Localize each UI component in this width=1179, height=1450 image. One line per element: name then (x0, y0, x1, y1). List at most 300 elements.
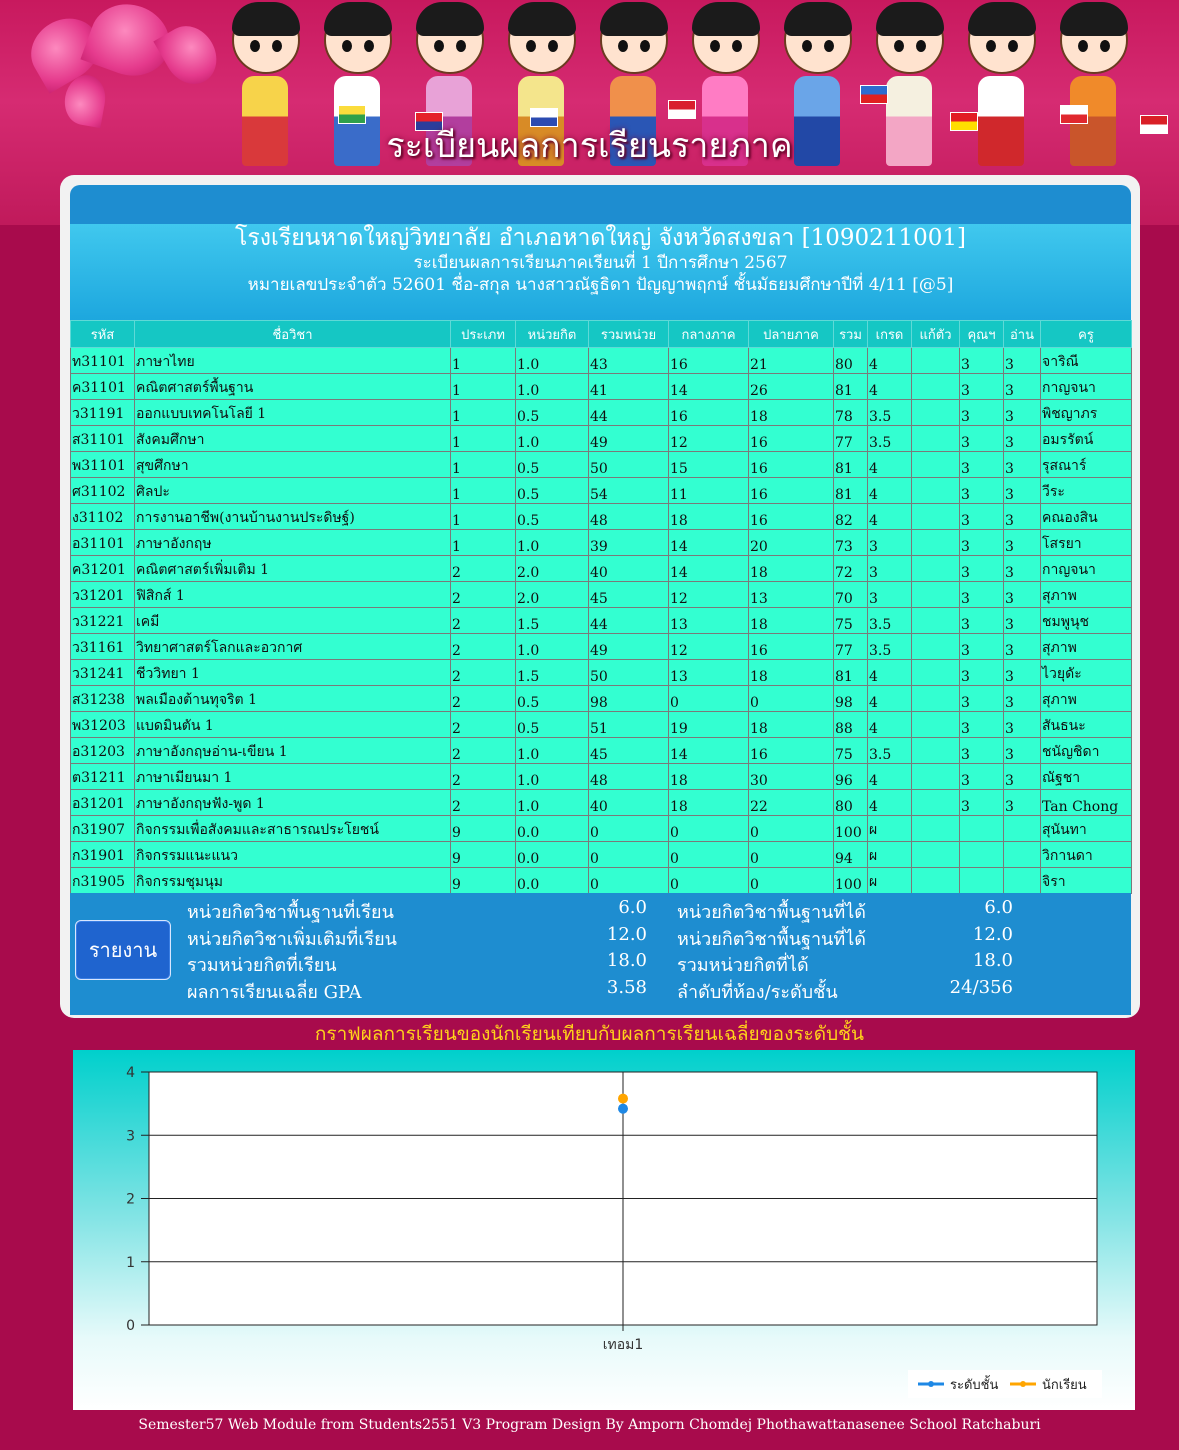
flag-icon (668, 100, 696, 119)
table-cell: สังคมศึกษา (135, 426, 451, 452)
table-cell: 49 (589, 634, 669, 660)
column-header: รวมหน่วย (589, 321, 669, 348)
table-cell: 3 (1004, 530, 1041, 556)
grades-table (70, 320, 1132, 894)
table-cell: 18 (669, 764, 749, 790)
table-cell: 3 (1004, 582, 1041, 608)
table-cell: 3 (1004, 660, 1041, 686)
table-cell: 0.0 (516, 816, 589, 842)
y-tick-label: 0 (126, 1318, 135, 1334)
table-cell: 0.5 (516, 478, 589, 504)
table-cell: การงานอาชีพ(งานบ้านงานประดิษฐ์) (135, 504, 451, 530)
table-cell: 3 (960, 790, 1004, 816)
table-cell: 2.0 (516, 556, 589, 582)
table-cell: 16 (749, 738, 834, 764)
table-cell: ก31901 (71, 842, 135, 868)
table-cell: กิจกรรมแนะแนว (135, 842, 451, 868)
table-cell: 3 (960, 660, 1004, 686)
table-cell: 4 (868, 374, 912, 400)
table-cell: 3 (960, 634, 1004, 660)
table-cell (912, 530, 960, 556)
y-tick-label: 4 (126, 1065, 135, 1081)
table-cell: ค31101 (71, 374, 135, 400)
table-cell: 3 (960, 452, 1004, 478)
table-cell: 16 (669, 348, 749, 374)
table-cell: 3 (960, 400, 1004, 426)
table-cell: สุนันทา (1041, 816, 1132, 842)
table-cell: ว31241 (71, 660, 135, 686)
table-cell (912, 374, 960, 400)
table-cell: 12 (669, 426, 749, 452)
table-cell: 14 (669, 530, 749, 556)
table-cell: 3 (1004, 686, 1041, 712)
table-cell: 81 (834, 478, 868, 504)
table-row (71, 764, 1132, 790)
table-cell: 3.5 (868, 738, 912, 764)
table-cell: 50 (589, 452, 669, 478)
legend-label: ระดับชั้น (950, 1378, 999, 1393)
table-cell: ชนัญชิดา (1041, 738, 1132, 764)
table-cell: 3 (960, 478, 1004, 504)
table-cell: 1 (451, 426, 516, 452)
table-cell: 0 (669, 842, 749, 868)
table-cell: อมรรัตน์ (1041, 426, 1132, 452)
table-cell: ชมพูนุช (1041, 608, 1132, 634)
term-info: ระเบียนผลการเรียนภาคเรียนที่ 1 ปีการศึกษา 2567 (413, 253, 788, 273)
table-cell: 0 (749, 816, 834, 842)
table-cell (912, 712, 960, 738)
table-cell: 3 (1004, 556, 1041, 582)
table-cell: 0 (669, 686, 749, 712)
table-cell: 3 (960, 504, 1004, 530)
table-cell: 18 (749, 608, 834, 634)
table-cell (960, 842, 1004, 868)
table-cell: ส31101 (71, 426, 135, 452)
column-header: กลางภาค (669, 321, 749, 348)
table-cell: 13 (669, 608, 749, 634)
table-row (71, 608, 1132, 634)
table-cell: 4 (868, 348, 912, 374)
table-cell: 1.5 (516, 660, 589, 686)
table-row (71, 686, 1132, 712)
table-cell: 13 (669, 660, 749, 686)
table-cell: 4 (868, 686, 912, 712)
table-cell: 26 (749, 374, 834, 400)
table-row (71, 426, 1132, 452)
column-header: ปลายภาค (749, 321, 834, 348)
table-cell: 2 (451, 556, 516, 582)
table-cell: 0.5 (516, 712, 589, 738)
table-cell: 3.5 (868, 400, 912, 426)
table-cell: 45 (589, 582, 669, 608)
table-cell: 3.5 (868, 634, 912, 660)
table-cell: 1.0 (516, 530, 589, 556)
table-row (71, 868, 1132, 894)
table-cell: กิจกรรมเพื่อสังคมและสาธารณประโยชน์ (135, 816, 451, 842)
column-header: คุณฯ (960, 321, 1004, 348)
table-cell: 18 (669, 790, 749, 816)
table-cell: 98 (589, 686, 669, 712)
table-cell: 81 (834, 660, 868, 686)
table-cell: ภาษาอังกฤษฟัง-พูด 1 (135, 790, 451, 816)
table-cell: ฟิสิกส์ 1 (135, 582, 451, 608)
table-cell: 88 (834, 712, 868, 738)
table-cell: 40 (589, 556, 669, 582)
table-cell (912, 556, 960, 582)
table-cell: 3 (1004, 608, 1041, 634)
table-cell: 40 (589, 790, 669, 816)
table-cell: 0 (749, 842, 834, 868)
column-header: รหัส (71, 321, 135, 348)
table-cell: วิกานดา (1041, 842, 1132, 868)
column-header: ครู (1041, 321, 1132, 348)
table-cell: 16 (669, 400, 749, 426)
legend-marker (928, 1381, 934, 1387)
table-cell: 45 (589, 738, 669, 764)
summary-value2: 24/356 (949, 977, 1013, 998)
table-row (71, 400, 1132, 426)
table-cell: 94 (834, 842, 868, 868)
column-header: หน่วยกิต (516, 321, 589, 348)
table-cell: 16 (749, 478, 834, 504)
table-cell: สันธนะ (1041, 712, 1132, 738)
table-cell: 3 (960, 712, 1004, 738)
summary-value2: 6.0 (984, 897, 1013, 918)
table-cell: 0.0 (516, 842, 589, 868)
school-name: โรงเรียนหาดใหญ่วิทยาลัย อำเภอหาดใหญ่ จังหวัดสงขลา [1090211001] (235, 225, 966, 251)
table-cell: สุภาพ (1041, 582, 1132, 608)
table-row (71, 816, 1132, 842)
column-header: อ่าน (1004, 321, 1041, 348)
table-cell: 2 (451, 712, 516, 738)
table-cell (912, 582, 960, 608)
table-cell: ว31191 (71, 400, 135, 426)
table-cell: 0 (749, 686, 834, 712)
summary-row (187, 924, 1027, 950)
table-cell: 80 (834, 348, 868, 374)
student-info: หมายเลขประจำตัว 52601 ชื่อ-สกุล นางสาวณัฐธิดา ปัญญาพฤกษ์ ชั้นมัธยมศึกษาปีที่ 4/11 [@5] (247, 275, 954, 295)
table-cell: 2 (451, 608, 516, 634)
table-cell: 9 (451, 868, 516, 894)
table-cell: 39 (589, 530, 669, 556)
summary-row (187, 950, 1027, 976)
table-cell (912, 816, 960, 842)
chart-svg (73, 1050, 1135, 1410)
table-cell: 1 (451, 374, 516, 400)
table-cell: 19 (669, 712, 749, 738)
chart-title: กราฟผลการเรียนของนักเรียนเทียบกับผลการเรียนเฉลี่ยของระดับชั้น (314, 1023, 865, 1045)
table-cell: 44 (589, 400, 669, 426)
table-cell: 0.5 (516, 504, 589, 530)
table-cell: 3 (1004, 738, 1041, 764)
table-cell: 3 (960, 608, 1004, 634)
table-cell: 72 (834, 556, 868, 582)
table-cell (912, 426, 960, 452)
table-cell: 1.0 (516, 426, 589, 452)
summary-section (70, 893, 1131, 1015)
table-cell (1004, 868, 1041, 894)
gpa-chart (73, 1050, 1135, 1410)
table-cell: 4 (868, 790, 912, 816)
table-cell: 3 (960, 582, 1004, 608)
table-cell: พ31101 (71, 452, 135, 478)
table-cell: 75 (834, 738, 868, 764)
summary-value2: 18.0 (972, 950, 1013, 971)
table-cell: ว31201 (71, 582, 135, 608)
table-row (71, 504, 1132, 530)
table-row (71, 842, 1132, 868)
table-cell: 81 (834, 374, 868, 400)
table-cell: 16 (749, 504, 834, 530)
table-cell: 18 (749, 660, 834, 686)
table-cell: 1.0 (516, 738, 589, 764)
table-cell: 15 (669, 452, 749, 478)
table-cell: อ31101 (71, 530, 135, 556)
table-cell: ผ (868, 842, 912, 868)
table-cell (912, 764, 960, 790)
table-cell: 4 (868, 504, 912, 530)
table-cell: 3 (868, 530, 912, 556)
table-cell: 1.0 (516, 348, 589, 374)
table-cell: ง31102 (71, 504, 135, 530)
table-row (71, 582, 1132, 608)
table-cell: 50 (589, 660, 669, 686)
table-cell: 0 (669, 816, 749, 842)
table-cell: 9 (451, 816, 516, 842)
table-cell: 0 (589, 868, 669, 894)
table-cell: 100 (834, 816, 868, 842)
table-cell: 4 (868, 764, 912, 790)
table-cell: ไวยุดัะ (1041, 660, 1132, 686)
table-cell: โสรยา (1041, 530, 1132, 556)
table-cell (912, 842, 960, 868)
table-cell: 3 (1004, 426, 1041, 452)
table-cell: อ31203 (71, 738, 135, 764)
table-cell: ออกแบบเทคโนโลยี 1 (135, 400, 451, 426)
table-cell: 98 (834, 686, 868, 712)
table-cell: 14 (669, 374, 749, 400)
table-cell: 48 (589, 504, 669, 530)
table-cell: 4 (868, 452, 912, 478)
summary-row (187, 897, 1027, 923)
table-cell: 3 (1004, 764, 1041, 790)
table-cell: ภาษาเมียนมา 1 (135, 764, 451, 790)
table-cell: ก31907 (71, 816, 135, 842)
table-cell: ว31221 (71, 608, 135, 634)
table-cell: ศ31102 (71, 478, 135, 504)
table-cell: คณิตศาสตร์เพิ่มเติม 1 (135, 556, 451, 582)
table-cell: เคมี (135, 608, 451, 634)
table-cell (912, 452, 960, 478)
table-cell: ก31905 (71, 868, 135, 894)
table-cell: 3 (960, 530, 1004, 556)
table-cell: อ31201 (71, 790, 135, 816)
table-cell: 11 (669, 478, 749, 504)
table-cell: 48 (589, 764, 669, 790)
table-cell (912, 348, 960, 374)
table-cell: 3.5 (868, 608, 912, 634)
school-header (70, 224, 1131, 320)
table-cell: 70 (834, 582, 868, 608)
table-cell: 44 (589, 608, 669, 634)
table-cell: 12 (669, 634, 749, 660)
table-cell: ผ (868, 868, 912, 894)
table-row (71, 634, 1132, 660)
table-cell: 20 (749, 530, 834, 556)
table-cell: 78 (834, 400, 868, 426)
table-cell (1004, 842, 1041, 868)
table-cell: ชีววิทยา 1 (135, 660, 451, 686)
table-row (71, 738, 1132, 764)
table-cell: 1 (451, 452, 516, 478)
table-cell: 3 (1004, 478, 1041, 504)
footer-credit: Semester57 Web Module from Students2551 V3 Program Design By Amporn Chomdej Phothawattanasenee School Ratchaburi (138, 1417, 1041, 1433)
summary-value1: 6.0 (618, 897, 647, 918)
summary-value1: 18.0 (606, 950, 647, 971)
table-cell: 2.0 (516, 582, 589, 608)
table-cell: 3 (1004, 504, 1041, 530)
table-cell: 54 (589, 478, 669, 504)
table-cell: 3 (960, 738, 1004, 764)
table-cell: 2 (451, 686, 516, 712)
table-cell: พลเมืองต้านทุจริต 1 (135, 686, 451, 712)
table-cell: 9 (451, 842, 516, 868)
column-header: เกรด (868, 321, 912, 348)
report-button[interactable]: รายงาน (75, 920, 171, 980)
table-cell: 49 (589, 426, 669, 452)
summary-label1: ผลการเรียนเฉลี่ย GPA (187, 982, 362, 1003)
table-cell: 82 (834, 504, 868, 530)
table-cell: Tan Chong (1041, 790, 1132, 816)
table-cell: 51 (589, 712, 669, 738)
table-cell: วีระ (1041, 478, 1132, 504)
table-cell: 1 (451, 348, 516, 374)
table-cell (912, 660, 960, 686)
summary-label2: หน่วยกิตวิชาพื้นฐานที่ได้ (677, 929, 866, 950)
table-cell: สุภาพ (1041, 686, 1132, 712)
table-cell: รุสณาร์ (1041, 452, 1132, 478)
table-cell: 75 (834, 608, 868, 634)
table-cell: พ31203 (71, 712, 135, 738)
table-cell: 0 (589, 842, 669, 868)
table-cell: 43 (589, 348, 669, 374)
table-cell: คณิตศาสตร์พื้นฐาน (135, 374, 451, 400)
table-cell (912, 608, 960, 634)
table-cell: 4 (868, 712, 912, 738)
summary-value2: 12.0 (972, 924, 1013, 945)
table-cell: 3 (960, 764, 1004, 790)
table-cell: 100 (834, 868, 868, 894)
table-cell: 1 (451, 478, 516, 504)
table-cell (912, 738, 960, 764)
y-tick-label: 2 (126, 1191, 135, 1208)
table-cell: 1.0 (516, 634, 589, 660)
summary-label2: ลำดับที่ห้อง/ระดับชั้น (677, 982, 838, 1003)
table-cell: วิทยาศาสตร์โลกและอวกาศ (135, 634, 451, 660)
column-header: รวม (834, 321, 868, 348)
table-row (71, 530, 1132, 556)
table-cell: 14 (669, 738, 749, 764)
table-cell: แบดมินตัน 1 (135, 712, 451, 738)
data-point (618, 1094, 628, 1104)
table-cell: 0.5 (516, 400, 589, 426)
table-cell: 16 (749, 634, 834, 660)
table-cell: 1.0 (516, 374, 589, 400)
table-cell: 3 (960, 686, 1004, 712)
table-cell: 3 (1004, 634, 1041, 660)
table-cell: 1 (451, 530, 516, 556)
table-row (71, 452, 1132, 478)
table-cell: 1 (451, 400, 516, 426)
table-cell: 16 (749, 426, 834, 452)
table-cell: ท31101 (71, 348, 135, 374)
table-cell: 18 (749, 556, 834, 582)
column-header: ชื่อวิชา (135, 321, 451, 348)
table-cell (912, 634, 960, 660)
table-cell: 3 (868, 582, 912, 608)
table-cell: 0 (589, 816, 669, 842)
table-cell (912, 504, 960, 530)
summary-label1: รวมหน่วยกิตที่เรียน (187, 955, 337, 976)
table-cell: จิรา (1041, 868, 1132, 894)
table-cell: 2 (451, 634, 516, 660)
table-cell: ค31201 (71, 556, 135, 582)
summary-label2: รวมหน่วยกิตที่ได้ (677, 955, 809, 976)
table-cell: 2 (451, 738, 516, 764)
legend-marker (1020, 1381, 1026, 1387)
table-cell: 3 (960, 374, 1004, 400)
table-cell: กาญจนา (1041, 374, 1132, 400)
table-cell (912, 790, 960, 816)
table-cell: 2 (451, 790, 516, 816)
summary-value1: 3.58 (606, 977, 647, 998)
table-cell: 30 (749, 764, 834, 790)
table-cell: 12 (669, 582, 749, 608)
table-row (71, 478, 1132, 504)
table-cell (1004, 816, 1041, 842)
table-cell: 0 (749, 868, 834, 894)
table-cell: 3 (1004, 452, 1041, 478)
table-cell: 2 (451, 660, 516, 686)
table-row (71, 712, 1132, 738)
table-cell: 1.0 (516, 790, 589, 816)
table-cell: ผ (868, 816, 912, 842)
table-cell: 0.5 (516, 452, 589, 478)
table-cell: 3 (960, 348, 1004, 374)
table-cell: 77 (834, 634, 868, 660)
data-point (618, 1104, 628, 1114)
table-cell: 2 (451, 764, 516, 790)
table-cell: 3 (960, 556, 1004, 582)
summary-row (187, 977, 1027, 1003)
legend-label: นักเรียน (1042, 1378, 1087, 1393)
table-cell: ศิลปะ (135, 478, 451, 504)
table-cell (960, 868, 1004, 894)
table-cell: 96 (834, 764, 868, 790)
table-cell: 1.0 (516, 764, 589, 790)
table-cell (912, 868, 960, 894)
table-cell: กาญจนา (1041, 556, 1132, 582)
table-row (71, 348, 1132, 374)
table-cell: ส31238 (71, 686, 135, 712)
table-cell (912, 400, 960, 426)
table-cell: 3 (960, 426, 1004, 452)
table-cell: 21 (749, 348, 834, 374)
table-cell (912, 686, 960, 712)
x-tick-label: เทอม1 (602, 1337, 644, 1353)
table-cell (960, 816, 1004, 842)
table-cell: ว31161 (71, 634, 135, 660)
